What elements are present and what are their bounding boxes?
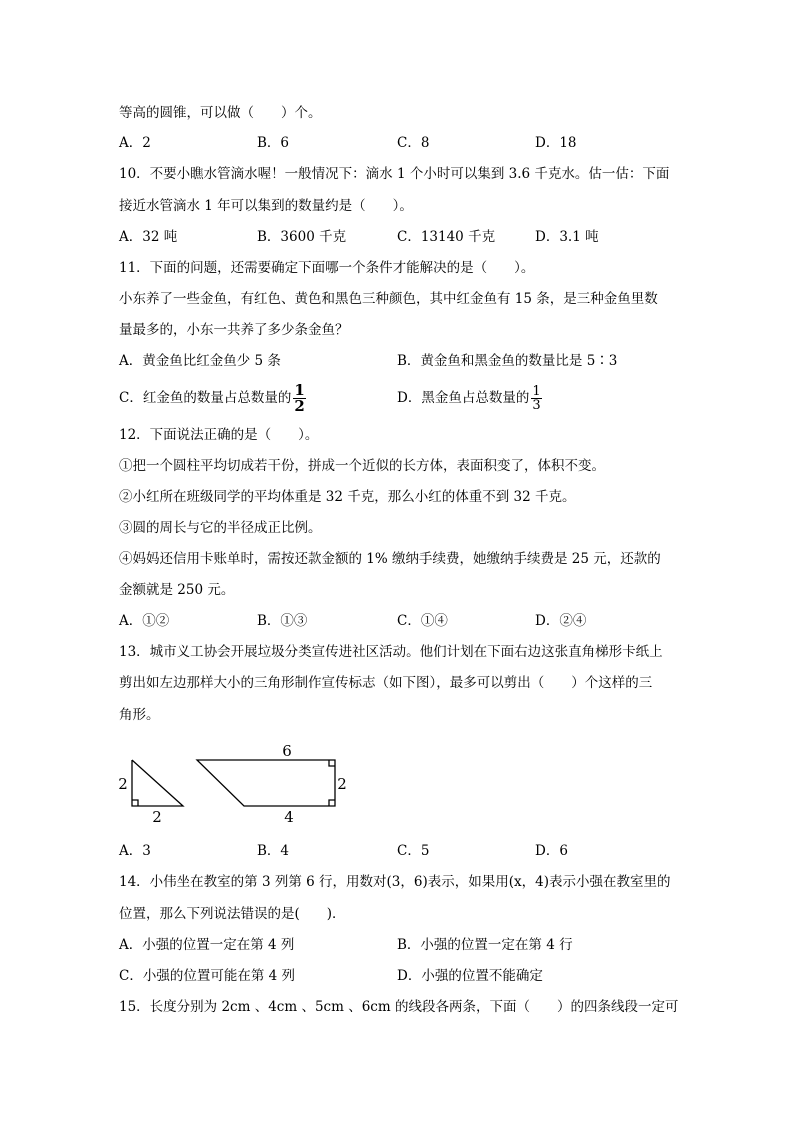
q11-option-d-fraction: $\frac{1}{3}$: [532, 384, 541, 413]
q11-option-a[interactable]: A．黄金鱼比红金鱼少 5 条: [119, 353, 281, 369]
q12-option-a[interactable]: A．①②: [119, 613, 170, 629]
q13-option-a[interactable]: A．3: [119, 843, 151, 859]
q10-option-b[interactable]: B．3600 千克: [257, 229, 347, 245]
q11-option-d-label: D．黑金鱼占总数量的: [397, 390, 530, 406]
q12-option-b[interactable]: B．①③: [257, 613, 308, 629]
q14-option-c[interactable]: C．小强的位置可能在第 4 列: [119, 968, 296, 984]
trapezoid-bottom-label: 4: [284, 808, 294, 826]
q11-option-d[interactable]: [397, 381, 542, 415]
q9-option-c[interactable]: C．8: [397, 135, 430, 151]
q14-text-1: 14．小伟坐在教室的第 3 列第 6 行，用数对(3，6)表示，如果用(x，4)表示小强在教室里的: [119, 874, 671, 890]
q13-text-1: 13．城市义工协会开展垃圾分类宣传进社区活动。他们计划在下面右边这张直角梯形卡纸上: [119, 644, 663, 660]
q10-option-c[interactable]: C．13140 千克: [397, 229, 496, 245]
q14-text-2: 位置，那么下列说法错误的是( )．: [119, 906, 346, 922]
q10-option-d[interactable]: D．3.1 吨: [535, 229, 599, 245]
q12-option-d[interactable]: D．②④: [535, 613, 587, 629]
q13-option-c[interactable]: C．5: [397, 843, 430, 859]
q11-option-c-fraction: $\frac{1}{2}$: [294, 381, 305, 415]
q12-statement-4a: ④妈妈还信用卡账单时，需按还款金额的 1% 缴纳手续费，她缴纳手续费是 25 元，还款的: [119, 551, 661, 567]
q9-tail: 等高的圆锥，可以做（ ）个。: [119, 105, 322, 121]
q15-text-1: 15．长度分别为 2cm 、4cm 、5cm 、6cm 的线段各两条，下面（ ）的四条线段一定可: [119, 999, 679, 1015]
q11-option-c-label: C．红金鱼的数量占总数量的: [119, 390, 292, 406]
q12-statement-3: ③圆的周长与它的半径成正比例。: [119, 520, 322, 536]
q11-text-3: 量最多的，小东一共养了多少条金鱼？: [119, 322, 349, 338]
q11-text-1: 11．下面的问题，还需要确定下面哪一个条件才能解决的是（ ）。: [119, 260, 535, 276]
q9-option-b[interactable]: B．6: [257, 135, 290, 151]
q10-text-2: 接近水管滴水 1 年可以集到的数量约是（ ）。: [119, 198, 413, 214]
q10-option-a[interactable]: A．32 吨: [119, 229, 178, 245]
q10-text-1: 10．不要小瞧水管滴水喔！一般情况下：滴水 1 个小时可以集到 3.6 千克水。估一估：下面: [119, 166, 670, 182]
q12-statement-2: ②小红所在班级同学的平均体重是 32 千克，那么小红的体重不到 32 千克。: [119, 489, 576, 505]
q9-option-d[interactable]: D．18: [535, 135, 577, 151]
q13-text-3: 角形。: [119, 707, 160, 723]
right-trapezoid: [197, 760, 335, 806]
q13-figure: [115, 740, 355, 828]
right-triangle: [132, 760, 183, 806]
q13-text-2: 剪出如左边那样大小的三角形制作宣传标志（如下图），最多可以剪出（ ）个这样的三: [119, 675, 653, 691]
q12-option-c[interactable]: C．①④: [397, 613, 448, 629]
q14-option-d[interactable]: D．小强的位置不能确定: [397, 968, 543, 984]
q11-text-2: 小东养了一些金鱼，有红色、黄色和黑色三种颜色，其中红金鱼有 15 条，是三种金鱼里数: [119, 291, 658, 307]
q12-statement-4b: 金额就是 250 元。: [119, 582, 235, 598]
q11-option-c[interactable]: [119, 381, 306, 415]
triangle-left-label: 2: [118, 775, 128, 793]
trapezoid-top-label: 6: [282, 742, 292, 760]
q13-option-d[interactable]: D．6: [535, 843, 568, 859]
q11-option-b[interactable]: B．黄金鱼和黑金鱼的数量比是 5∶3: [397, 353, 618, 369]
q14-option-b[interactable]: B．小强的位置一定在第 4 行: [397, 937, 573, 953]
q14-option-a[interactable]: A．小强的位置一定在第 4 列: [119, 937, 295, 953]
q12-text-1: 12．下面说法正确的是（ ）。: [119, 427, 319, 443]
q9-option-a[interactable]: A．2: [119, 135, 151, 151]
q13-option-b[interactable]: B．4: [257, 843, 290, 859]
q12-statement-1: ①把一个圆柱平均切成若干份，拼成一个近似的长方体，表面积变了，体积不变。: [119, 458, 605, 474]
trapezoid-right-label: 2: [337, 775, 347, 793]
triangle-bottom-label: 2: [152, 808, 162, 826]
